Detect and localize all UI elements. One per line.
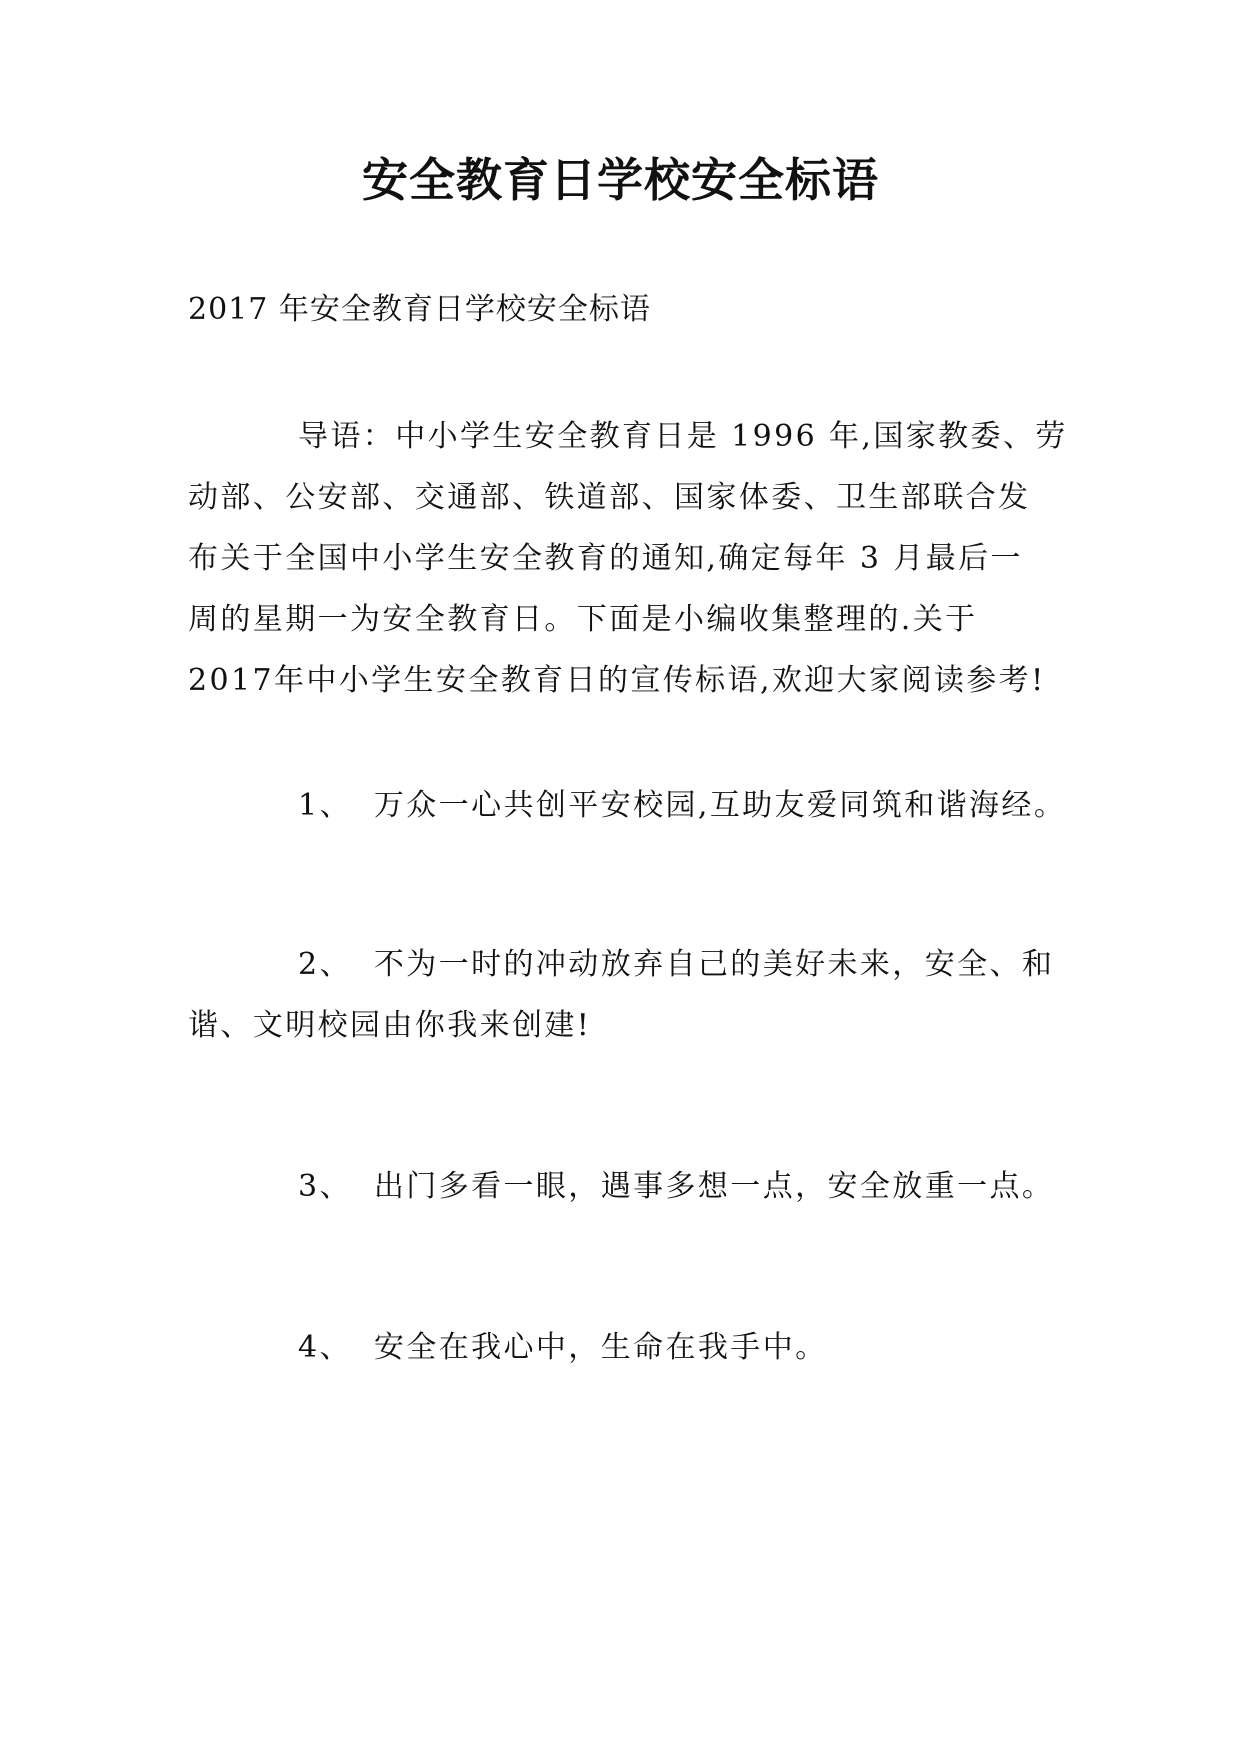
document-subtitle: 2017 年安全教育日学校安全标语 (188, 292, 651, 327)
slogan-number: 1、 (298, 788, 352, 823)
slogan-text: 谐、文明校园由你我来创建! (188, 1008, 592, 1043)
slogan-item (188, 1156, 1088, 1217)
slogan-item (188, 775, 1088, 836)
intro-line: 2017年中小学生安全教育日的宣传标语,欢迎大家阅读参考! (188, 663, 1046, 698)
slogan-text: 安全在我心中，生命在我手中。 (373, 1330, 828, 1365)
slogan-number: 4、 (298, 1330, 352, 1365)
intro-line: 导语：中小学生安全教育日是 1996 年,国家教委、劳 (298, 419, 1068, 454)
slogan-number: 2、 (298, 947, 352, 982)
slogan-text: 万众一心共创平安校园,互助友爱同筑和谐海经。 (373, 788, 1067, 823)
intro-paragraph (188, 406, 1068, 711)
intro-line: 布关于全国中小学生安全教育的通知,确定每年 3 月最后一 (188, 541, 1023, 576)
intro-line: 周的星期一为安全教育日。下面是小编收集整理的.关于 (188, 602, 978, 637)
page-title: 安全教育日学校安全标语 (362, 153, 879, 207)
slogan-item (188, 934, 1088, 1056)
intro-line: 动部、公安部、交通部、铁道部、国家体委、卫生部联合发 (188, 480, 1031, 515)
slogan-text: 出门多看一眼，遇事多想一点，安全放重一点。 (373, 1169, 1055, 1204)
slogan-text: 不为一时的冲动放弃自己的美好未来，安全、和 (373, 947, 1055, 982)
slogan-number: 3、 (298, 1169, 352, 1204)
slogan-item (188, 1317, 1088, 1378)
